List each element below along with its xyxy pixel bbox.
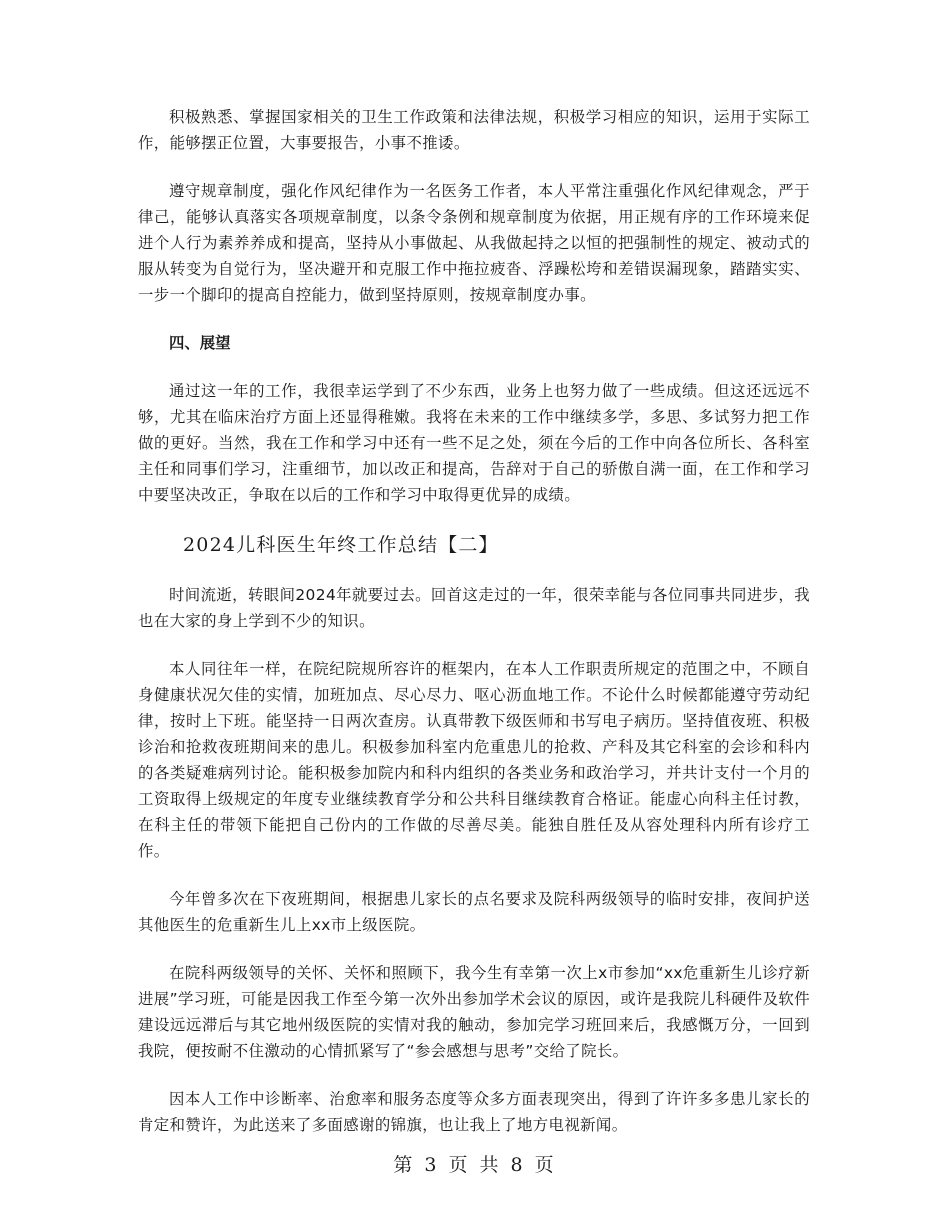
paragraph-recognition: 因本人工作中诊断率、治愈率和服务态度等众多方面表现突出，得到了许许多多患儿家长的肯定和赞许，为此送来了多面感谢的锦旗，也让我上了地方电视新闻。 <box>138 1090 810 1134</box>
paragraph-rules-discipline: 遵守规章制度，强化作风纪律作为一名医务工作者，本人平常注重强化作风纪律观念，严于律己，能够认真落实各项规章制度，以条令条例和规章制度为依据，用正规有序的工作环境来促进个人行为素养养成和提高，坚持从小事做起、从我做起持之以恒的把强制性的规定、被动式的服从转变为自觉行为，坚决避开和克服工作中拖拉疲沓、浮躁松垮和差错误漏现象，踏踏实实、一步一个脚印的提高自控能力，做到坚持原则，按规章制度办事。 <box>138 182 810 304</box>
paragraph-night-escort: 今年曾多次在下夜班期间，根据患儿家长的点名要求及院科两级领导的临时安排，夜间护送其他医生的危重新生儿上xx市上级医院。 <box>138 890 810 934</box>
section-title: 2024儿科医生年终工作总结【二】 <box>183 534 499 556</box>
paragraph-training: 在院科两级领导的关怀、关怀和照顾下，我今生有幸第一次上x市参加“xx危重新生儿诊疗新进展”学习班，可能是因我工作至今第一次外出参加学术会议的原因，或许是我院儿科硬件及软件建设远远滞后与其它地州级医院的实情对我的触动，参加完学习班回来后，我感慨万分，一回到我院，便按耐不住激动的心情抓紧写了“参会感想与思考”交给了院长。 <box>138 964 810 1060</box>
paragraph-policy-study: 积极熟悉、掌握国家相关的卫生工作政策和法律法规，积极学习相应的知识，运用于实际工作，能够摆正位置，大事要报告，小事不推诿。 <box>138 108 810 152</box>
paragraph-outlook: 通过这一年的工作，我很幸运学到了不少东西，业务上也努力做了一些成绩。但这还远远不够，尤其在临床治疗方面上还显得稚嫩。我将在未来的工作中继续多学，多思、多试努力把工作做的更好。当然，我在工作和学习中还有一些不足之处，须在今后的工作中向各位所长、各科室主任和同事们学习，注重细节，加以改正和提高，告辞对于自己的骄傲自满一面，在工作和学习中要坚决改正，争取在以后的工作和学习中取得更优异的成绩。 <box>138 382 810 504</box>
page-number-footer: 第 3 页 共 8 页 <box>393 1154 557 1176</box>
paragraph-intro: 时间流逝，转眼间2024年就要过去。回首这走过的一年，很荣幸能与各位同事共同进步，我也在大家的身上学到不少的知识。 <box>138 586 810 630</box>
page-content <box>138 104 810 1160</box>
paragraph-work-duties: 本人同往年一样，在院纪院规所容许的框架内，在本人工作职责所规定的范围之中，不顾自身健康状况欠佳的实情，加班加点、尽心尽力、呕心沥血地工作。不论什么时候都能遵守劳动纪律，按时上下班。能坚持一日两次查房。认真带教下级医师和书写电子病历。坚持值夜班、积极诊治和抢救夜班期间来的患儿。积极参加科室内危重患儿的抢救、产科及其它科室的会诊和科内的各类疑难病列讨论。能积极参加院内和科内组织的各类业务和政治学习，并共计支付一个月的工资取得上级规定的年度专业继续教育学分和公共科目继续教育合格证。能虚心向科主任讨教，在科主任的带领下能把自己份内的工作做的尽善尽美。能独自胜任及从容处理科内所有诊疗工作。 <box>138 660 810 860</box>
heading-outlook: 四、展望 <box>169 334 231 352</box>
